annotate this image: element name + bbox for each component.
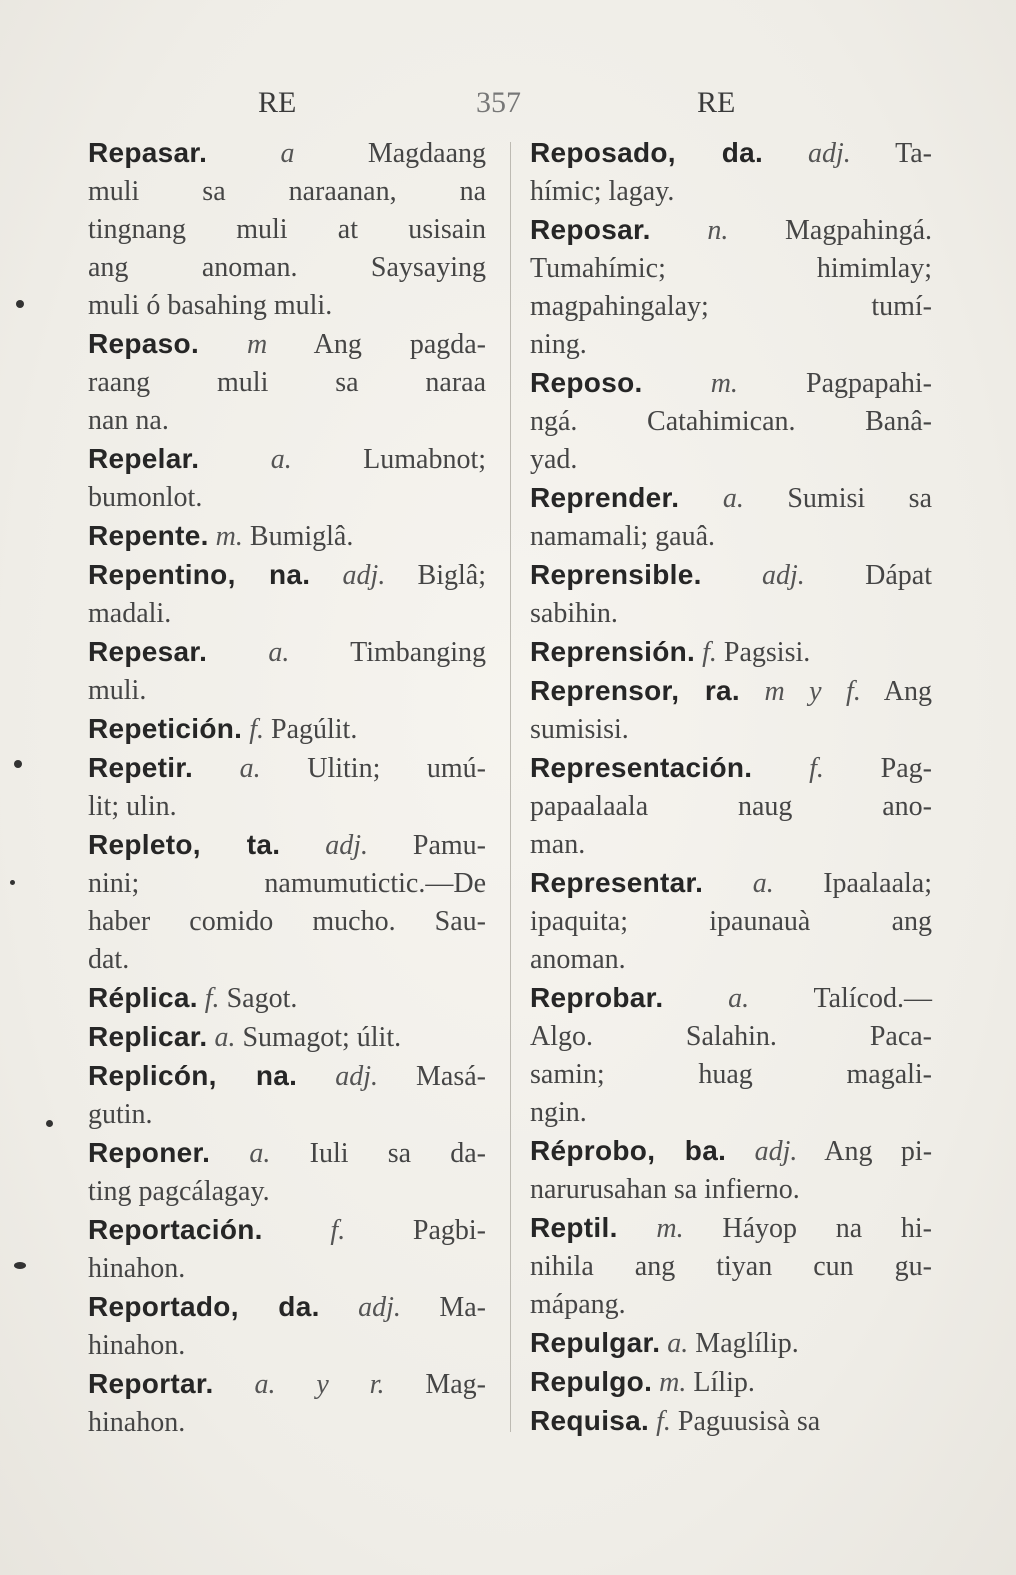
dictionary-entry: [88, 556, 486, 633]
entry-line: [530, 403, 932, 441]
entry-definition-text: anoman.: [530, 944, 626, 975]
entry-definition-text: Lumabnot;: [363, 444, 487, 475]
entry-definition-text: man.: [530, 829, 586, 860]
entry-grammar-label: a.: [239, 753, 261, 784]
entry-grammar-label: a: [280, 138, 295, 169]
dictionary-entry: [530, 1132, 932, 1209]
entry-line: [88, 903, 486, 941]
entry-line: [530, 1363, 932, 1402]
entry-line: [88, 173, 486, 211]
entry-line: [88, 364, 486, 402]
entry-definition-text: Pagúlit.: [271, 714, 358, 745]
dictionary-entry: [530, 556, 932, 633]
dictionary-entry: [530, 1402, 932, 1441]
entry-definition-text: ngá. Catahimican. Banâ-: [530, 406, 932, 437]
entry-definition-text: Algo. Salahin. Paca-: [530, 1021, 932, 1052]
entry-line: [88, 517, 486, 556]
entry-line: [88, 1173, 486, 1211]
entry-definition-text: bumonlot.: [88, 482, 203, 513]
entry-headword: Representar.: [530, 867, 704, 898]
entry-line: [530, 1209, 932, 1248]
entry-line: [530, 941, 932, 979]
entry-headword: Reposo.: [530, 367, 643, 398]
entry-line: [530, 1132, 932, 1171]
entry-headword: Reponer.: [88, 1137, 211, 1168]
entry-definition-text: ngin.: [530, 1097, 587, 1128]
entry-line: [88, 479, 486, 517]
entry-line: [530, 556, 932, 595]
dictionary-entry: [88, 1365, 486, 1442]
entry-line: [88, 749, 486, 788]
entry-line: [530, 288, 932, 326]
entry-definition-text: sabihin.: [530, 598, 618, 629]
entry-headword: Reposado, da.: [530, 137, 764, 168]
entry-grammar-label: m y f.: [764, 676, 861, 707]
entry-grammar-label: f.: [330, 1215, 346, 1246]
entry-definition-text: sumisisi.: [530, 714, 629, 745]
margin-mark: [14, 1262, 26, 1269]
entry-grammar-label: n.: [707, 215, 729, 246]
entry-line: [530, 1171, 932, 1209]
left-column: [88, 134, 486, 1442]
entry-definition-text: hinahon.: [88, 1253, 186, 1284]
entry-definition-text: Pag-: [880, 753, 932, 784]
entry-definition-text: ting pagcálagay.: [88, 1176, 270, 1207]
entry-definition-text: gutin.: [88, 1099, 153, 1130]
entry-definition-text: samin; huag magali-: [530, 1059, 932, 1090]
entry-line: [530, 749, 932, 788]
entry-definition-text: nihila ang tiyan cun gu-: [530, 1251, 932, 1282]
entry-line: [530, 672, 932, 711]
entry-grammar-label: a.: [752, 868, 774, 899]
entry-headword: Reprender.: [530, 482, 680, 513]
column-divider: [510, 142, 511, 1432]
entry-line: [530, 595, 932, 633]
entry-definition-text: Dápat: [865, 560, 933, 591]
entry-headword: Replicón, na.: [88, 1060, 298, 1091]
entry-grammar-label: adj.: [335, 1061, 378, 1092]
dictionary-entry: [530, 134, 932, 211]
entry-grammar-label: m.: [710, 368, 738, 399]
entry-line: [88, 249, 486, 287]
entry-grammar-label: a.: [722, 483, 744, 514]
entry-definition-text: Ang pi-: [824, 1136, 933, 1167]
dictionary-entry: [88, 1018, 486, 1057]
entry-definition-text: Masá-: [416, 1061, 487, 1092]
entry-line: [88, 556, 486, 595]
entry-definition-text: Magdaang: [367, 138, 486, 169]
entry-grammar-label: a.: [268, 637, 290, 668]
entry-definition-text: hinahon.: [88, 1330, 186, 1361]
entry-grammar-label: m.: [656, 1213, 684, 1244]
dictionary-entry: [530, 1363, 932, 1402]
dictionary-entry: [530, 1324, 932, 1363]
entry-grammar-label: adj.: [325, 830, 369, 861]
entry-headword: Repentino, na.: [88, 559, 311, 590]
entry-headword: Reprobar.: [530, 982, 664, 1013]
dictionary-entry: [530, 672, 932, 749]
entry-definition-text: Sumagot; úlit.: [242, 1022, 402, 1053]
entry-line: [530, 518, 932, 556]
entry-grammar-label: f.: [809, 753, 824, 784]
entry-definition-text: muli sa naraanan, na: [88, 176, 486, 207]
entry-definition-text: narurusahan sa infierno.: [530, 1174, 800, 1205]
entry-definition-text: Ang pagda-: [313, 329, 486, 360]
entry-definition-text: Ipaalaala;: [823, 868, 932, 899]
entry-definition-text: Biglâ;: [417, 560, 486, 591]
entry-definition-text: mápang.: [530, 1289, 626, 1320]
dictionary-entry: [88, 979, 486, 1018]
entry-definition-text: Talícod.—: [813, 983, 932, 1014]
entry-line: [88, 979, 486, 1018]
dictionary-entry: [88, 826, 486, 979]
dictionary-entry: [530, 364, 932, 479]
entry-headword: Repelar.: [88, 443, 200, 474]
entry-line: [88, 1134, 486, 1173]
dictionary-entry: [88, 1057, 486, 1134]
entry-line: [88, 1250, 486, 1288]
entry-headword: Réprobo, ba.: [530, 1135, 727, 1166]
entry-grammar-label: f.: [656, 1406, 671, 1437]
entry-grammar-label: a. y r.: [254, 1369, 385, 1400]
entry-definition-text: Ulitin; umú-: [307, 753, 487, 784]
dictionary-entry: [88, 710, 486, 749]
dictionary-entry: [88, 1211, 486, 1288]
margin-mark: [14, 760, 22, 768]
entry-grammar-label: adj.: [807, 138, 851, 169]
dictionary-entry: [530, 979, 932, 1132]
entry-definition-text: ning.: [530, 329, 587, 360]
entry-grammar-label: m.: [659, 1367, 687, 1398]
entry-headword: Requisa.: [530, 1405, 650, 1436]
entry-grammar-label: a.: [728, 983, 750, 1014]
entry-headword: Réplica.: [88, 982, 198, 1013]
entry-definition-text: Pagbi-: [412, 1215, 486, 1246]
entry-line: [88, 440, 486, 479]
entry-definition-text: haber comido mucho. Sau-: [88, 906, 486, 937]
dictionary-entry: [530, 1209, 932, 1324]
entry-definition-text: madali.: [88, 598, 172, 629]
entry-line: [530, 211, 932, 250]
entry-definition-text: Ta-: [895, 138, 933, 169]
entry-line: [530, 788, 932, 826]
dictionary-entry: [88, 325, 486, 440]
entry-line: [530, 711, 932, 749]
entry-headword: Reportar.: [88, 1368, 214, 1399]
entry-definition-text: raang muli sa naraa: [88, 367, 486, 398]
entry-headword: Replicar.: [88, 1021, 208, 1052]
entry-grammar-label: f.: [702, 637, 717, 668]
entry-definition-text: Tumahímic; himimlay;: [530, 253, 932, 284]
entry-headword: Reposar.: [530, 214, 651, 245]
entry-line: [530, 441, 932, 479]
entry-definition-text: muli.: [88, 675, 147, 706]
entry-line: [88, 1404, 486, 1442]
entry-line: [88, 710, 486, 749]
entry-definition-text: muli ó basahing muli.: [88, 290, 333, 321]
right-column: [530, 134, 932, 1441]
entry-definition-text: Bumiglâ.: [249, 521, 354, 552]
entry-headword: Reportación.: [88, 1214, 263, 1245]
entry-headword: Repesar.: [88, 636, 208, 667]
entry-headword: Reprensión.: [530, 636, 696, 667]
dictionary-entry: [88, 517, 486, 556]
entry-definition-text: Timbanging: [350, 637, 487, 668]
entry-grammar-label: adj.: [754, 1136, 798, 1167]
entry-definition-text: Lílip.: [693, 1367, 755, 1398]
entry-line: [88, 1018, 486, 1057]
entry-line: [530, 1094, 932, 1132]
entry-headword: Reportado, da.: [88, 1291, 320, 1322]
entry-line: [88, 325, 486, 364]
entry-line: [530, 479, 932, 518]
entry-definition-text: ipaquita; ipaunauà ang: [530, 906, 932, 937]
entry-line: [530, 326, 932, 364]
entry-definition-text: namamali; gauâ.: [530, 521, 716, 552]
entry-definition-text: Iuli sa da-: [309, 1138, 486, 1169]
entry-definition-text: Magpahingá.: [785, 215, 932, 246]
dictionary-entry: [88, 440, 486, 517]
entry-headword: Representación.: [530, 752, 753, 783]
entry-headword: Repulgar.: [530, 1327, 661, 1358]
entry-line: [88, 633, 486, 672]
entry-definition-text: Ang: [883, 676, 932, 707]
page-header: [0, 86, 1016, 126]
entry-definition-text: Sagot.: [226, 983, 298, 1014]
margin-mark: [16, 300, 24, 308]
entry-definition-text: nini; namumutictic.—De: [88, 868, 486, 899]
entry-line: [88, 1057, 486, 1096]
entry-headword: Repasar.: [88, 137, 208, 168]
entry-line: [530, 633, 932, 672]
entry-grammar-label: a.: [667, 1328, 689, 1359]
entry-headword: Reprensor, ra.: [530, 675, 740, 706]
entry-line: [530, 1056, 932, 1094]
entry-grammar-label: a.: [249, 1138, 271, 1169]
entry-line: [88, 402, 486, 440]
entry-line: [88, 1327, 486, 1365]
entry-line: [88, 1365, 486, 1404]
entry-definition-text: Pamu-: [412, 830, 487, 861]
entry-grammar-label: m: [246, 329, 268, 360]
entry-grammar-label: m.: [215, 521, 243, 552]
entry-definition-text: Paguusisà sa: [677, 1406, 821, 1437]
entry-line: [530, 1286, 932, 1324]
entry-line: [530, 1324, 932, 1363]
dictionary-entry: [530, 211, 932, 364]
entry-line: [530, 364, 932, 403]
entry-grammar-label: f.: [249, 714, 264, 745]
entry-line: [530, 250, 932, 288]
dictionary-entry: [88, 633, 486, 710]
entry-line: [530, 826, 932, 864]
entry-line: [530, 864, 932, 903]
entry-line: [530, 1248, 932, 1286]
entry-definition-text: Pagpapahi-: [806, 368, 933, 399]
dictionary-entry: [530, 633, 932, 672]
margin-mark: [46, 1120, 53, 1127]
entry-definition-text: lit; ulin.: [88, 791, 177, 822]
page-number: 357: [476, 86, 521, 119]
entry-definition-text: dat.: [88, 944, 130, 975]
entry-definition-text: nan na.: [88, 405, 169, 436]
header-guide-right: RE: [697, 86, 736, 119]
entry-line: [530, 173, 932, 211]
entry-line: [88, 1211, 486, 1250]
entry-line: [530, 134, 932, 173]
entry-grammar-label: a.: [214, 1022, 236, 1053]
entry-definition-text: yad.: [530, 444, 578, 475]
entry-headword: Repaso.: [88, 328, 200, 359]
entry-grammar-label: adj.: [358, 1292, 401, 1323]
entry-definition-text: tingnang muli at usisain: [88, 214, 486, 245]
entry-definition-text: Sumisi sa: [787, 483, 933, 514]
dictionary-entry: [530, 864, 932, 979]
entry-line: [88, 788, 486, 826]
entry-line: [530, 1402, 932, 1441]
entry-headword: Repulgo.: [530, 1366, 653, 1397]
entry-line: [88, 211, 486, 249]
entry-definition-text: Ma-: [439, 1292, 487, 1323]
dictionary-entry: [530, 479, 932, 556]
entry-headword: Reptil.: [530, 1212, 618, 1243]
entry-headword: Reprensible.: [530, 559, 702, 590]
entry-line: [88, 672, 486, 710]
entry-line: [530, 903, 932, 941]
entry-definition-text: hímic; lagay.: [530, 176, 675, 207]
entry-definition-text: hinahon.: [88, 1407, 186, 1438]
entry-definition-text: magpahingalay; tumí-: [530, 291, 932, 322]
entry-line: [88, 595, 486, 633]
entry-line: [88, 1096, 486, 1134]
entry-grammar-label: adj.: [762, 560, 805, 591]
entry-line: [88, 941, 486, 979]
entry-line: [88, 287, 486, 325]
entry-definition-text: Pagsisi.: [723, 637, 811, 668]
dictionary-entry: [88, 749, 486, 826]
entry-definition-text: Háyop na hi-: [722, 1213, 933, 1244]
entry-definition-text: papaalaala naug ano-: [530, 791, 932, 822]
entry-grammar-label: adj.: [342, 560, 386, 591]
entry-definition-text: Maglílip.: [695, 1328, 799, 1359]
entry-headword: Repetición.: [88, 713, 243, 744]
entry-grammar-label: f.: [204, 983, 220, 1014]
entry-grammar-label: a.: [270, 444, 292, 475]
entry-line: [530, 979, 932, 1018]
entry-headword: Repetir.: [88, 752, 194, 783]
entry-definition-text: ang anoman. Saysaying: [88, 252, 486, 283]
margin-mark: [10, 880, 15, 885]
entry-line: [530, 1018, 932, 1056]
header-guide-left: RE: [258, 86, 297, 119]
dictionary-entry: [88, 1288, 486, 1365]
entry-line: [88, 865, 486, 903]
entry-line: [88, 826, 486, 865]
entry-headword: Repente.: [88, 520, 209, 551]
entry-definition-text: Mag-: [425, 1369, 486, 1400]
entry-line: [88, 134, 486, 173]
dictionary-entry: [530, 749, 932, 864]
entry-headword: Repleto, ta.: [88, 829, 281, 860]
entry-line: [88, 1288, 486, 1327]
dictionary-entry: [88, 134, 486, 325]
dictionary-entry: [88, 1134, 486, 1211]
